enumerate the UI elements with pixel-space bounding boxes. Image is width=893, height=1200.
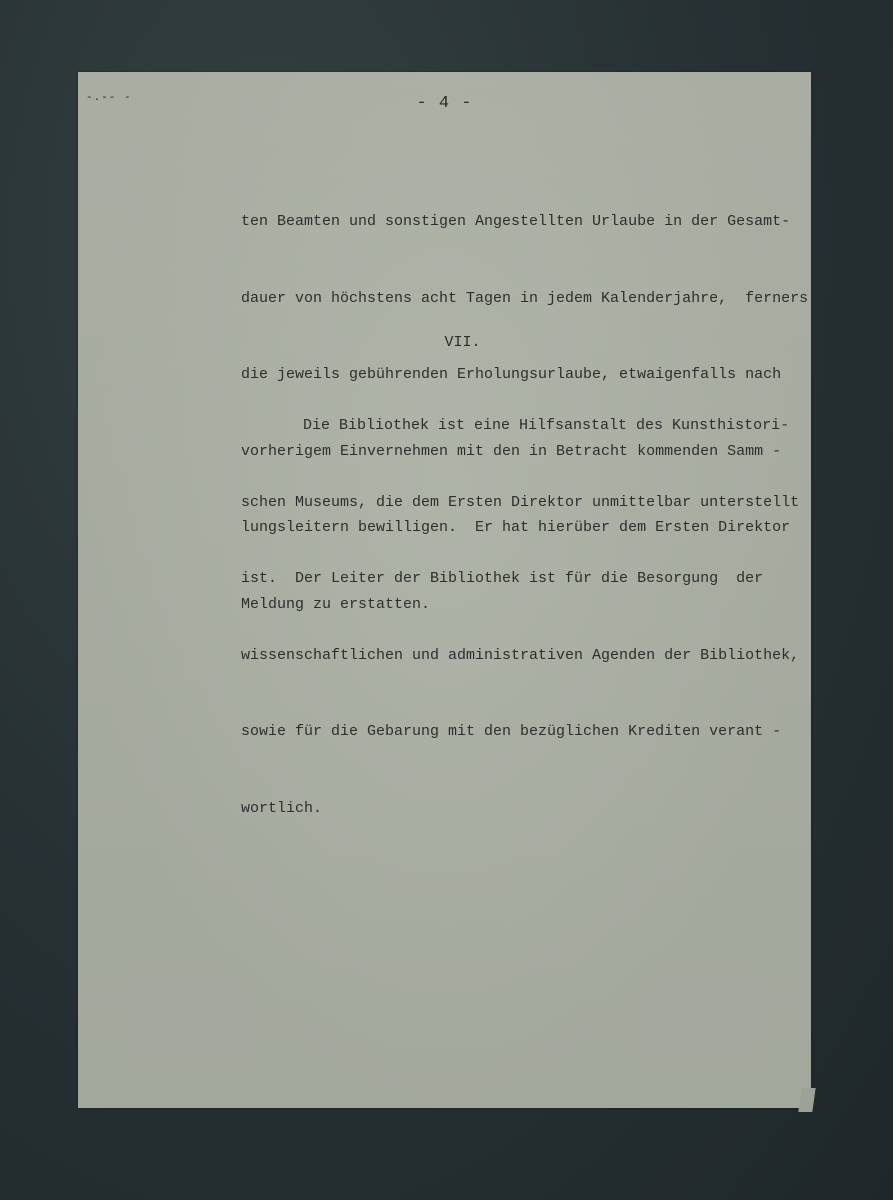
text-line: wissenschaftlichen und administrativen Agenden der Bibliothek, bbox=[241, 646, 800, 664]
margin-mark: -.-- - bbox=[86, 92, 132, 104]
section-heading: VII. bbox=[444, 334, 481, 351]
text-line: Die Bibliothek ist eine Hilfsanstalt des Kunsthistori- bbox=[303, 417, 790, 434]
typewritten-page bbox=[78, 72, 811, 1108]
text-line: lungsleitern bewilligen. Er hat hierüber dem Ersten Direktor bbox=[241, 519, 791, 536]
paragraph-library bbox=[241, 362, 806, 872]
text-line: ist. Der Leiter der Bibliothek ist für die Besorgung der bbox=[241, 570, 764, 587]
text-line: dauer von höchstens acht Tagen in jedem Kalenderjahre, ferners bbox=[241, 289, 809, 307]
page-corner-curl bbox=[798, 1088, 815, 1112]
text-line: schen Museums, die dem Ersten Direktor unmittelbar unterstellt bbox=[241, 493, 800, 511]
text-line: sowie für die Gebarung mit den bezüglichen Krediten verant - bbox=[241, 723, 782, 740]
text-line: die jeweils gebührenden Erholungsurlaube, etwaigenfalls nach bbox=[241, 366, 782, 383]
text-line: ten Beamten und sonstigen Angestellten Urlaube in der Gesamt- bbox=[241, 213, 791, 230]
text-line: wortlich. bbox=[241, 799, 323, 817]
page-number: - 4 - bbox=[416, 94, 473, 113]
text-line: Meldung zu erstatten. bbox=[241, 595, 431, 613]
text-line: vorherigem Einvernehmen mit den in Betracht kommenden Samm - bbox=[241, 442, 782, 460]
